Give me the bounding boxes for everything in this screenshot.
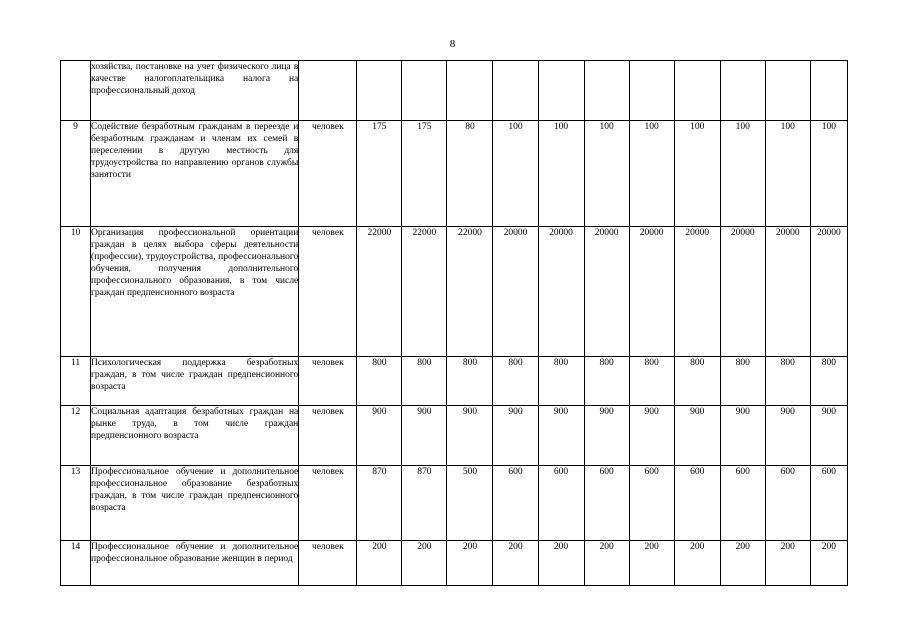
value-cell: 800 <box>584 357 629 406</box>
value-cell: 900 <box>447 406 493 466</box>
value-cell: 800 <box>402 357 447 406</box>
table-row <box>61 61 848 121</box>
value-cell <box>402 61 447 121</box>
row-number: 11 <box>61 357 91 406</box>
row-unit: человек <box>299 227 357 357</box>
value-cell: 870 <box>357 466 402 541</box>
value-cell: 800 <box>493 357 538 406</box>
table-row <box>61 357 848 406</box>
value-cell <box>674 61 720 121</box>
value-cell: 600 <box>493 466 538 541</box>
indicator-table <box>60 60 848 586</box>
table-row <box>61 406 848 466</box>
row-description: Психологическая поддержка безработных граждан, в том числе граждан предпенсионного возраста <box>91 357 299 406</box>
value-cell: 900 <box>810 406 847 466</box>
value-cell <box>538 61 584 121</box>
value-cell <box>584 61 629 121</box>
value-cell <box>629 61 674 121</box>
table-row <box>61 121 848 227</box>
value-cell <box>765 61 810 121</box>
value-cell: 900 <box>538 406 584 466</box>
value-cell: 900 <box>493 406 538 466</box>
row-number: 14 <box>61 541 91 586</box>
value-cell: 100 <box>629 121 674 227</box>
value-cell: 20000 <box>765 227 810 357</box>
value-cell: 100 <box>720 121 765 227</box>
value-cell: 600 <box>538 466 584 541</box>
value-cell: 20000 <box>493 227 538 357</box>
value-cell: 600 <box>629 466 674 541</box>
value-cell: 200 <box>810 541 847 586</box>
table-row <box>61 541 848 586</box>
value-cell: 900 <box>720 406 765 466</box>
value-cell: 200 <box>629 541 674 586</box>
value-cell <box>810 61 847 121</box>
value-cell: 600 <box>674 466 720 541</box>
value-cell: 800 <box>674 357 720 406</box>
value-cell: 900 <box>629 406 674 466</box>
row-unit: человек <box>299 466 357 541</box>
value-cell: 200 <box>493 541 538 586</box>
value-cell: 200 <box>720 541 765 586</box>
value-cell: 200 <box>584 541 629 586</box>
value-cell: 22000 <box>402 227 447 357</box>
row-unit: человек <box>299 357 357 406</box>
value-cell: 175 <box>357 121 402 227</box>
value-cell: 175 <box>402 121 447 227</box>
row-unit <box>299 61 357 121</box>
value-cell: 100 <box>810 121 847 227</box>
value-cell: 20000 <box>674 227 720 357</box>
value-cell: 600 <box>810 466 847 541</box>
value-cell <box>720 61 765 121</box>
value-cell: 100 <box>538 121 584 227</box>
value-cell: 200 <box>674 541 720 586</box>
value-cell: 870 <box>402 466 447 541</box>
row-number: 10 <box>61 227 91 357</box>
value-cell: 500 <box>447 466 493 541</box>
row-description: хозяйства, постановке на учет физического лица в качестве налогоплательщика налога на профессиональный доход <box>91 61 299 121</box>
value-cell: 20000 <box>538 227 584 357</box>
row-number: 13 <box>61 466 91 541</box>
value-cell: 22000 <box>357 227 402 357</box>
value-cell: 900 <box>765 406 810 466</box>
row-number: 9 <box>61 121 91 227</box>
value-cell: 900 <box>674 406 720 466</box>
value-cell: 20000 <box>720 227 765 357</box>
row-description: Профессиональное обучение и дополнительное профессиональное образование женщин в период <box>91 541 299 586</box>
value-cell: 22000 <box>447 227 493 357</box>
table-row <box>61 466 848 541</box>
value-cell: 800 <box>447 357 493 406</box>
value-cell: 200 <box>538 541 584 586</box>
value-cell: 20000 <box>584 227 629 357</box>
value-cell: 80 <box>447 121 493 227</box>
value-cell: 20000 <box>810 227 847 357</box>
value-cell: 100 <box>584 121 629 227</box>
value-cell: 800 <box>720 357 765 406</box>
value-cell <box>447 61 493 121</box>
row-unit: человек <box>299 406 357 466</box>
value-cell: 900 <box>584 406 629 466</box>
row-unit: человек <box>299 541 357 586</box>
table-row <box>61 227 848 357</box>
row-description: Содействие безработным гражданам в переезде и безработным гражданам и членам их семей в переселении в другую местность для трудоустройства по направлению органов службы занятости <box>91 121 299 227</box>
value-cell: 100 <box>493 121 538 227</box>
row-description: Профессиональное обучение и дополнительное профессиональное образование безработных граждан, в том числе граждан предпенсионного возраста <box>91 466 299 541</box>
value-cell: 100 <box>674 121 720 227</box>
value-cell: 900 <box>402 406 447 466</box>
value-cell: 800 <box>810 357 847 406</box>
value-cell: 800 <box>629 357 674 406</box>
value-cell: 20000 <box>629 227 674 357</box>
row-description: Социальная адаптация безработных граждан на рынке труда, в том числе граждан предпенсионного возраста <box>91 406 299 466</box>
page-number: 8 <box>449 38 456 50</box>
table-body <box>61 61 848 586</box>
value-cell: 600 <box>765 466 810 541</box>
value-cell: 200 <box>402 541 447 586</box>
value-cell: 600 <box>584 466 629 541</box>
value-cell <box>357 61 402 121</box>
value-cell: 200 <box>357 541 402 586</box>
row-number: 12 <box>61 406 91 466</box>
value-cell: 200 <box>765 541 810 586</box>
value-cell: 600 <box>720 466 765 541</box>
value-cell: 100 <box>765 121 810 227</box>
row-number <box>61 61 91 121</box>
value-cell: 800 <box>765 357 810 406</box>
value-cell: 800 <box>357 357 402 406</box>
value-cell <box>493 61 538 121</box>
value-cell: 200 <box>447 541 493 586</box>
row-unit: человек <box>299 121 357 227</box>
value-cell: 800 <box>538 357 584 406</box>
row-description: Организация профессиональной ориентации граждан в целях выбора сферы деятельности (профессии), трудоустройства, профессионального обучения, получения дополнительного профессионального образования, в том числе граждан предпенсионного возраста <box>91 227 299 357</box>
value-cell: 900 <box>357 406 402 466</box>
